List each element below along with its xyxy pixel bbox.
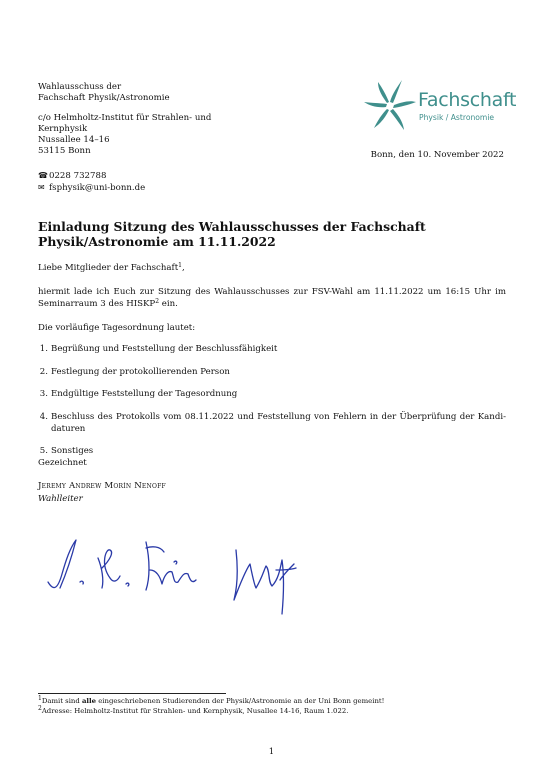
- sender-line-2: Fachschaft Physik/Astronomie: [38, 93, 170, 103]
- agenda-item: [38, 343, 506, 355]
- sender-block: [38, 82, 211, 157]
- agenda-number: 1.: [39, 344, 48, 354]
- agenda-intro: Die vorläufige Tagesordnung lautet:: [38, 323, 196, 333]
- title-line-1: Einladung Sitzung des Wahlausschusses der Fachschaft: [38, 219, 426, 234]
- agenda-item: [38, 388, 506, 400]
- agenda-text: Beschluss des Protokolls vom 08.11.2022 und Feststellung von Fehlern in der Überprüfung der Kandi-daturen: [51, 411, 506, 434]
- agenda-number: 5.: [39, 446, 48, 456]
- invitation-paragraph: [38, 286, 506, 310]
- footnote-divider: [38, 693, 226, 694]
- footnotes: [38, 697, 384, 716]
- signer-role: Wahlleiter: [38, 494, 83, 504]
- footnote-1: [38, 697, 384, 707]
- logo-wordmark: Fachschaft: [418, 89, 517, 111]
- pinwheel-icon: [362, 76, 418, 136]
- greeting-end: ,: [182, 263, 185, 273]
- agenda-list: [38, 343, 506, 468]
- agenda-number: 4.: [39, 411, 48, 422]
- agenda-item: [38, 366, 506, 378]
- signed-label: Gezeichnet: [38, 458, 87, 468]
- footnote-2-text: Adresse: Helmholtz-Institut für Strahlen- und Kernphysik, Nusallee 14-16, Raum 1.022.: [41, 706, 349, 715]
- agenda-item: [38, 411, 506, 435]
- fachschaft-logo: [362, 74, 517, 144]
- agenda-number: 2.: [39, 366, 48, 377]
- phone-icon: ☎: [38, 171, 48, 180]
- envelope-icon: ✉: [38, 183, 45, 192]
- email-address[interactable]: fsphysik@uni-bonn.de: [49, 183, 146, 193]
- phone-line: [38, 170, 145, 182]
- logo-subtitle: Physik / Astronomie: [419, 113, 495, 122]
- title-line-2: Physik/Astronomie am 11.11.2022: [38, 234, 276, 249]
- greeting-text: Liebe Mitglieder der Fachschaft: [38, 263, 179, 273]
- page-number: 1: [268, 747, 275, 757]
- footnote-1-text-b: eingeschriebenen Studierenden der Physik/Astronomie an der Uni Bonn gemeint!: [96, 697, 385, 705]
- sender-address-1: c/o Helmholtz-Institut für Strahlen- und: [38, 113, 212, 123]
- invitation-text: hiermit lade ich Euch zur Sitzung des Wahlausschusses zur FSV-Wahl am 11.11.2022 um 16:15 Uhr im Seminarraum 3 des HISKP: [38, 287, 506, 309]
- sender-line-1: Wahlausschuss der: [38, 82, 122, 92]
- footnote-1-text-a: Damit sind: [41, 697, 82, 705]
- agenda-text: Begrüßung und Feststellung der Beschlussfähigkeit: [51, 344, 278, 354]
- sender-address-3: Nussallee 14–16: [38, 135, 110, 145]
- footnote-ref-2[interactable]: 2: [155, 298, 160, 305]
- greeting: [38, 262, 506, 274]
- footnote-2-mark: 2: [38, 704, 42, 712]
- sender-address-4: 53115 Bonn: [38, 146, 91, 156]
- letter-title: [38, 219, 508, 249]
- footnote-1-mark: 1: [38, 695, 42, 702]
- handwritten-signature: [40, 530, 300, 620]
- footnote-1-emphasis: alle: [81, 697, 97, 705]
- agenda-text: Sonstiges: [51, 446, 94, 456]
- agenda-text: Endgültige Feststellung der Tagesordnung: [51, 389, 238, 399]
- invitation-end: ein.: [159, 299, 178, 309]
- contact-block: [38, 170, 145, 194]
- footnote-2: [38, 704, 384, 717]
- email-line: [38, 182, 145, 194]
- phone-number: 0228 732788: [49, 171, 107, 181]
- letter-date: Bonn, den 10. November 2022: [370, 150, 504, 160]
- footnote-ref-1[interactable]: 1: [178, 262, 182, 269]
- signer-name: Jeremy Andrew Morín Nenoff: [38, 481, 166, 491]
- agenda-item: [38, 445, 506, 457]
- agenda-text: Festlegung der protokollierenden Person: [51, 366, 230, 377]
- sender-address-2: Kernphysik: [38, 124, 88, 134]
- agenda-number: 3.: [39, 389, 48, 399]
